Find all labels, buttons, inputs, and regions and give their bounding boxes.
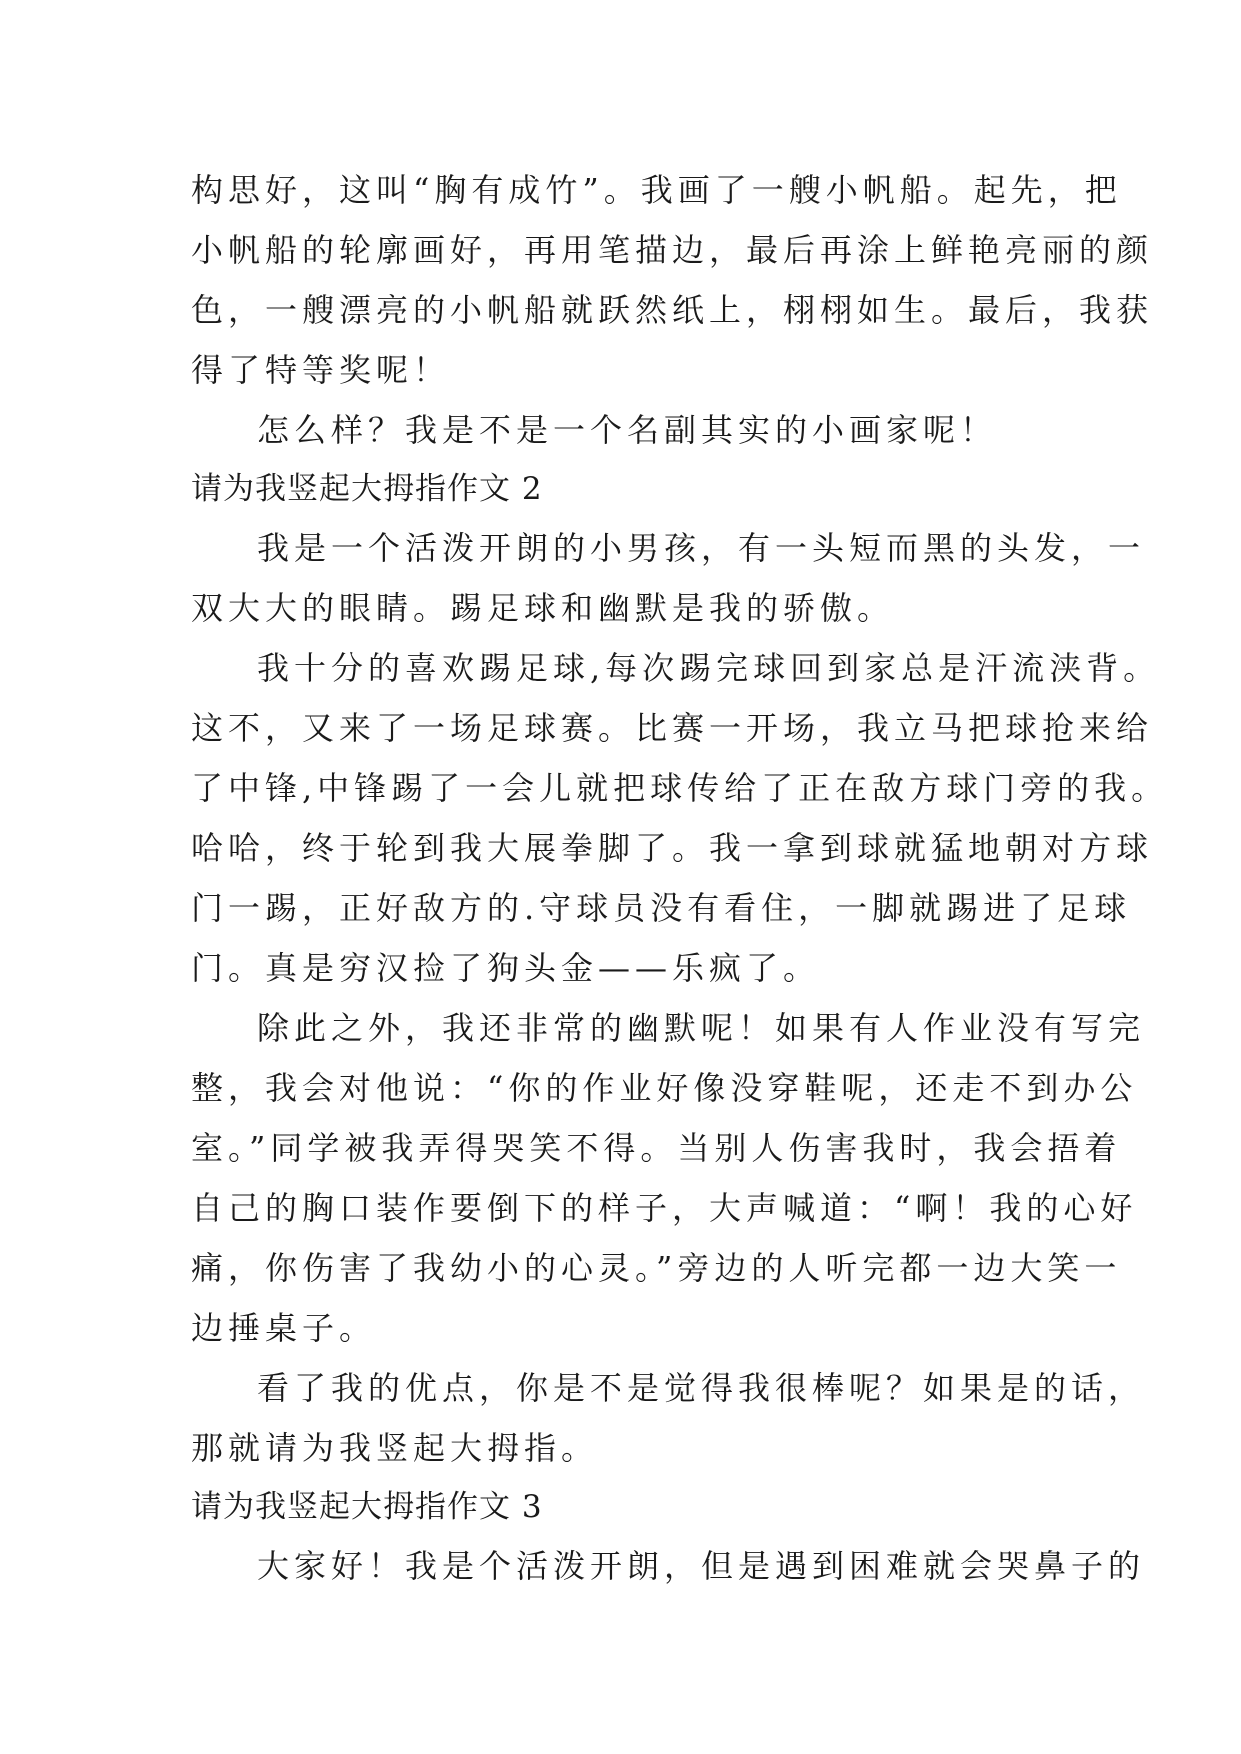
text-line: 自己的胸口装作要倒下的样子，大声喊道：“啊！我的心好 — [191, 1189, 1138, 1227]
text-line: 痛，你伤害了我幼小的心灵。”旁边的人听完都一边大笑一 — [191, 1249, 1122, 1287]
section-heading: 请为我竖起大拇指作文 2 — [191, 471, 543, 507]
text-line: 这不，又来了一场足球赛。比赛一开场，我立马把球抢来给 — [191, 709, 1154, 747]
text-line: 整，我会对他说：“你的作业好像没穿鞋呢，还走不到办公 — [191, 1069, 1138, 1107]
text-line: 大家好！我是个活泼开朗，但是遇到困难就会哭鼻子的 — [257, 1547, 1146, 1585]
text-line: 哈哈，终于轮到我大展拳脚了。我一拿到球就猛地朝对方球 — [191, 829, 1154, 867]
text-line: 门一踢，正好敌方的.守球员没有看住，一脚就踢进了足球 — [191, 889, 1132, 927]
text-line: 色，一艘漂亮的小帆船就跃然纸上，栩栩如生。最后，我获 — [191, 291, 1154, 329]
section-heading: 请为我竖起大拇指作文 3 — [191, 1489, 543, 1525]
text-line: 看了我的优点，你是不是觉得我很棒呢？如果是的话， — [257, 1369, 1146, 1407]
paragraph — [191, 400, 1051, 460]
text-line: 构思好，这叫“胸有成竹”。我画了一艘小帆船。起先，把 — [191, 171, 1122, 209]
text-line: 怎么样？我是不是一个名副其实的小画家呢！ — [257, 411, 998, 449]
paragraph — [191, 998, 1146, 1358]
paragraph — [191, 1358, 1146, 1478]
text-line: 室。”同学被我弄得哭笑不得。当别人伤害我时，我会捂着 — [191, 1129, 1122, 1167]
text-line: 边捶桌子。 — [191, 1309, 377, 1347]
paragraph — [191, 638, 1169, 998]
paragraph — [191, 1536, 1146, 1596]
text-line: 我十分的喜欢踢足球,每次踢完球回到家总是汗流浃背。 — [257, 649, 1161, 687]
paragraph — [191, 160, 1154, 400]
text-line: 得了特等奖呢！ — [191, 351, 451, 389]
text-line: 我是一个活泼开朗的小男孩，有一头短而黑的头发，一 — [257, 529, 1146, 567]
document-body — [191, 160, 1169, 1596]
text-line: 了中锋,中锋踢了一会儿就把球传给了正在敌方球门旁的我。 — [191, 769, 1169, 807]
text-line: 那就请为我竖起大拇指。 — [191, 1429, 599, 1467]
text-line: 除此之外，我还非常的幽默呢！如果有人作业没有写完 — [257, 1009, 1146, 1047]
text-line: 双大大的眼睛。踢足球和幽默是我的骄傲。 — [191, 589, 895, 627]
text-line: 小帆船的轮廓画好，再用笔描边，最后再涂上鲜艳亮丽的颜 — [191, 231, 1154, 269]
text-line: 门。真是穷汉捡了狗头金——乐疯了。 — [191, 949, 821, 987]
paragraph — [191, 518, 1146, 638]
